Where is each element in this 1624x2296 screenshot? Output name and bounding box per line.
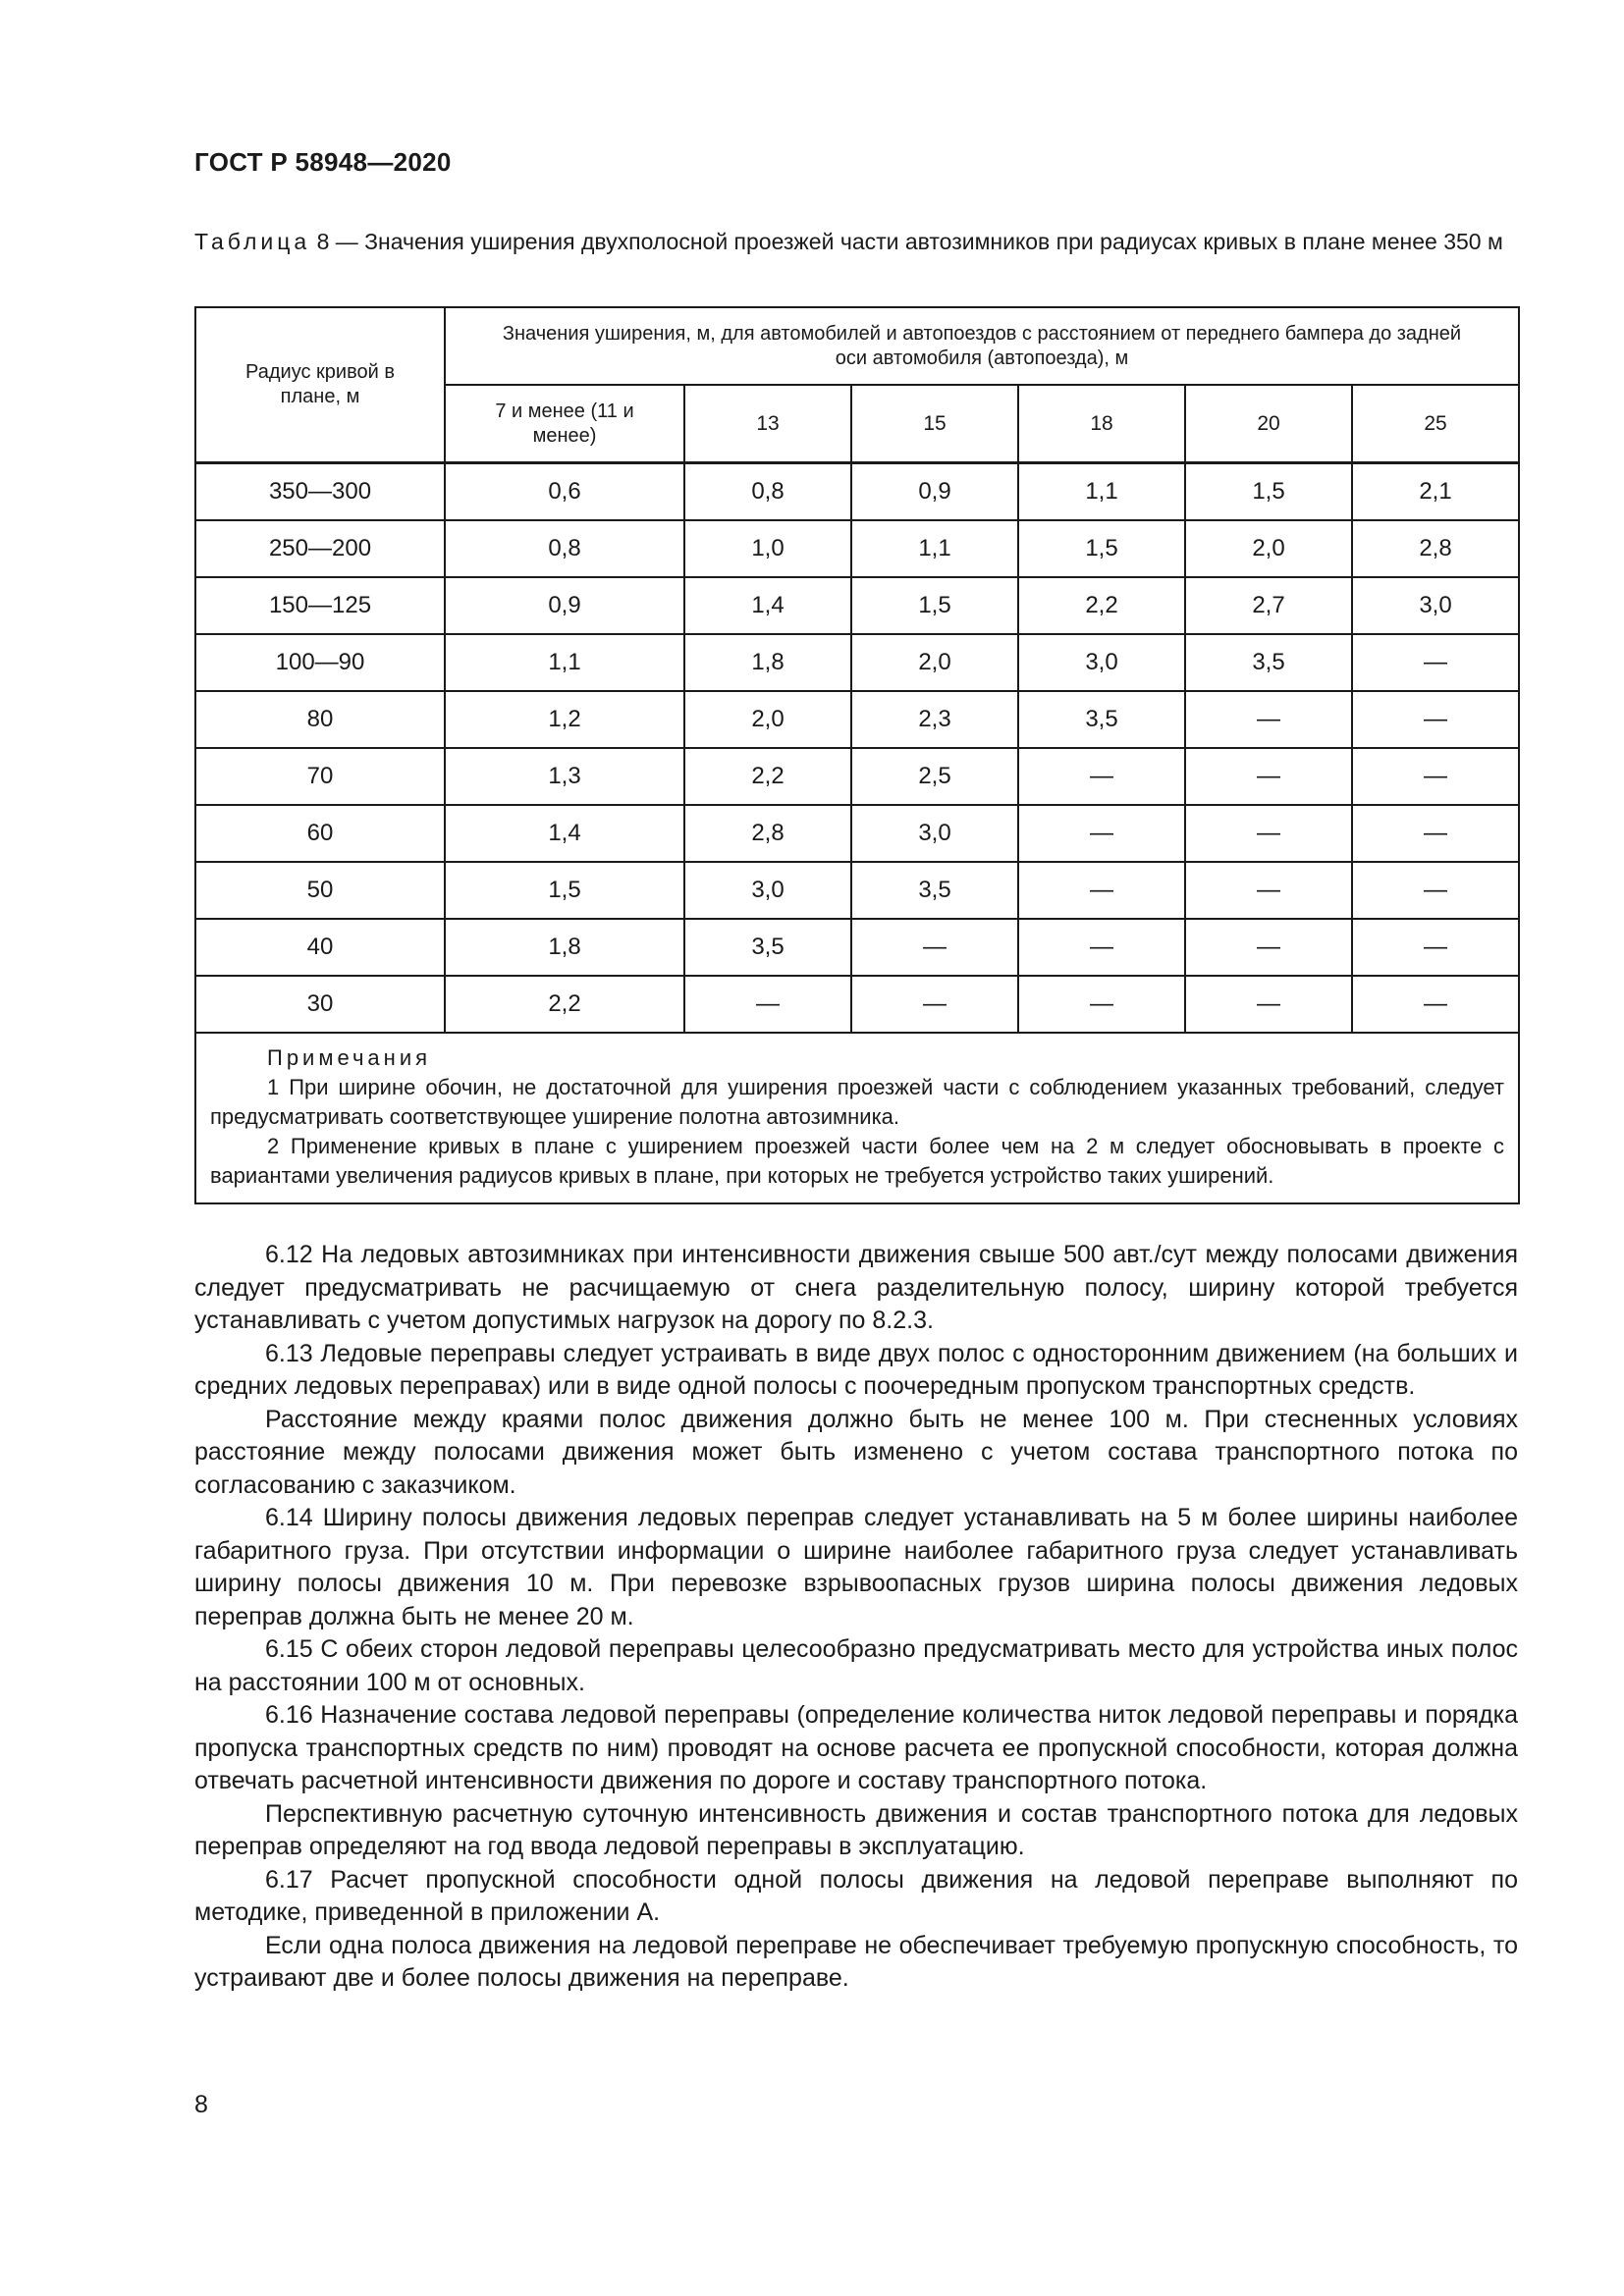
header-radius: Радиус кривой в плане, м bbox=[195, 307, 445, 463]
table-cell: — bbox=[1018, 919, 1185, 976]
table-cell: 150—125 bbox=[195, 577, 445, 634]
table-cell: 0,9 bbox=[445, 577, 684, 634]
table-cell: 2,0 bbox=[1185, 520, 1352, 577]
table-cell: 1,8 bbox=[445, 919, 684, 976]
table-cell: 2,0 bbox=[851, 634, 1018, 691]
paragraph: Перспективную расчетную суточную интенсивность движения и состав транспортного потока для ледовых переправ определяют на год ввода ледовой переправы в эксплуатацию. bbox=[194, 1799, 1518, 1860]
table-cell: 2,7 bbox=[1185, 577, 1352, 634]
table-caption-label: Таблица bbox=[194, 229, 311, 254]
table-cell: 50 bbox=[195, 862, 445, 919]
table-cell: — bbox=[1185, 805, 1352, 862]
table-caption bbox=[194, 226, 1518, 257]
table-cell: — bbox=[1185, 691, 1352, 748]
widening-table bbox=[194, 306, 1520, 1204]
header-subcol: 18 bbox=[1018, 385, 1185, 463]
table-cell: — bbox=[1352, 862, 1519, 919]
table-cell: — bbox=[1185, 919, 1352, 976]
table-row bbox=[195, 691, 1519, 748]
table-caption-text: 8 — Значения уширения двухполосной проезжей части автозимников при радиусах кривых в плане менее 350 м bbox=[316, 229, 1503, 254]
table-row bbox=[195, 919, 1519, 976]
table-cell: — bbox=[1018, 976, 1185, 1033]
table-cell: 1,2 bbox=[445, 691, 684, 748]
table-row bbox=[195, 520, 1519, 577]
note-item: 1 При ширине обочин, не достаточной для уширения проезжей части с соблюдением указанных требований, следует предусматривать соответствующее уширение полотна автозимника. bbox=[210, 1075, 1504, 1129]
table-cell: — bbox=[1185, 976, 1352, 1033]
table-row bbox=[195, 463, 1519, 521]
notes-title: Примечания bbox=[267, 1045, 432, 1070]
table-cell: 1,5 bbox=[1185, 463, 1352, 521]
table-cell: — bbox=[684, 976, 851, 1033]
table-cell: 0,8 bbox=[684, 463, 851, 521]
header-widening-group: Значения уширения, м, для автомобилей и автопоездов с расстоянием от переднего бампера до задней оси автомобиля (автопоезда), м bbox=[445, 307, 1519, 385]
table-cell: 2,0 bbox=[684, 691, 851, 748]
paragraph: 6.13 Ледовые переправы следует устраивать в виде двух полос с односторонним движением (на больших и средних ледовых переправах) или в виде одной полосы с поочередным пропуском транспортных средств. bbox=[194, 1339, 1518, 1400]
header-subcol: 20 bbox=[1185, 385, 1352, 463]
table-cell: 2,2 bbox=[445, 976, 684, 1033]
table-cell: — bbox=[1018, 748, 1185, 805]
table-cell: — bbox=[1185, 862, 1352, 919]
table-cell: 1,5 bbox=[1018, 520, 1185, 577]
table-cell: — bbox=[1352, 634, 1519, 691]
table-cell: 0,8 bbox=[445, 520, 684, 577]
table-cell: 350—300 bbox=[195, 463, 445, 521]
table-cell: 1,1 bbox=[445, 634, 684, 691]
table-cell: 3,0 bbox=[1018, 634, 1185, 691]
table-cell: 0,6 bbox=[445, 463, 684, 521]
table-cell: — bbox=[1352, 976, 1519, 1033]
table-cell: 2,8 bbox=[1352, 520, 1519, 577]
table-body bbox=[195, 463, 1519, 1204]
table-row bbox=[195, 805, 1519, 862]
table-cell: 2,2 bbox=[1018, 577, 1185, 634]
table-cell: — bbox=[1018, 862, 1185, 919]
table-cell: 1,1 bbox=[851, 520, 1018, 577]
table-cell: 3,5 bbox=[684, 919, 851, 976]
table-cell: 70 bbox=[195, 748, 445, 805]
table-cell: — bbox=[851, 976, 1018, 1033]
table-cell: 0,9 bbox=[851, 463, 1018, 521]
table-cell: 1,5 bbox=[851, 577, 1018, 634]
header-subcol: 15 bbox=[851, 385, 1018, 463]
table-row bbox=[195, 748, 1519, 805]
notes-row bbox=[195, 1033, 1519, 1203]
table-cell: 3,5 bbox=[1185, 634, 1352, 691]
table-row bbox=[195, 634, 1519, 691]
notes-cell bbox=[195, 1033, 1519, 1203]
paragraph: 6.14 Ширину полосы движения ледовых переправ следует устанавливать на 5 м более ширины наиболее габаритного груза. При отсутствии информации о ширине наиболее габаритного груза следует устанавливать ширину полосы движения 10 м. При перевозке взрывоопасных грузов ширина полосы движения ледовых переправ должна быть не менее 20 м. bbox=[194, 1504, 1518, 1630]
document-code: ГОСТ Р 58948—2020 bbox=[194, 147, 452, 177]
table-cell: 3,0 bbox=[1352, 577, 1519, 634]
table-cell: 100—90 bbox=[195, 634, 445, 691]
paragraph: 6.12 На ледовых автозимниках при интенсивности движения свыше 500 авт./сут между полосами движения следует предусматривать не расчищаемую от снега разделительную полосу, ширину которой требуется устанавливать с учетом допустимых нагрузок на дорогу по 8.2.3. bbox=[194, 1241, 1518, 1334]
table-cell: 60 bbox=[195, 805, 445, 862]
paragraph: Расстояние между краями полос движения должно быть не менее 100 м. При стесненных условиях расстояние между полосами движения может быть изменено с учетом состава транспортного потока по согласованию с заказчиком. bbox=[194, 1405, 1518, 1499]
table-cell: — bbox=[1185, 748, 1352, 805]
header-subcol: 7 и менее (11 и менее) bbox=[445, 385, 684, 463]
paragraph: 6.15 С обеих сторон ледовой переправы целесообразно предусматривать место для устройства иных полос на расстоянии 100 м от основных. bbox=[194, 1635, 1518, 1696]
table-cell: — bbox=[1352, 805, 1519, 862]
table-cell: 250—200 bbox=[195, 520, 445, 577]
table-cell: 30 bbox=[195, 976, 445, 1033]
table-cell: — bbox=[1352, 691, 1519, 748]
paragraph: Если одна полоса движения на ледовой переправе не обеспечивает требуемую пропускную способность, то устраивают две и более полосы движения на переправе. bbox=[194, 1931, 1518, 1992]
paragraph: 6.16 Назначение состава ледовой переправы (определение количества ниток ледовой переправы и порядка пропуска транспортных средств по ним) проводят на основе расчета ее пропускной способности, которая должна отвечать расчетной интенсивности движения по дороге и составу транспортного потока. bbox=[194, 1701, 1518, 1794]
table-cell: 1,1 bbox=[1018, 463, 1185, 521]
note-item: 2 Применение кривых в плане с уширением проезжей части более чем на 2 м следует обосновывать в проекте с вариантами увеличения радиусов кривых в плане, при которых не требуется устройство таких уширений. bbox=[210, 1134, 1504, 1188]
table-row bbox=[195, 577, 1519, 634]
table-cell: 2,1 bbox=[1352, 463, 1519, 521]
table-row bbox=[195, 862, 1519, 919]
header-subcol: 13 bbox=[684, 385, 851, 463]
table-row bbox=[195, 976, 1519, 1033]
table-cell: 3,0 bbox=[684, 862, 851, 919]
table-cell: — bbox=[1352, 748, 1519, 805]
table-cell: 1,4 bbox=[684, 577, 851, 634]
table-cell: 3,5 bbox=[851, 862, 1018, 919]
table-cell: 1,3 bbox=[445, 748, 684, 805]
table-cell: 2,3 bbox=[851, 691, 1018, 748]
table-cell: 1,8 bbox=[684, 634, 851, 691]
page-number: 8 bbox=[194, 2091, 208, 2118]
table-cell: 2,8 bbox=[684, 805, 851, 862]
table-cell: 1,4 bbox=[445, 805, 684, 862]
table-cell: 1,0 bbox=[684, 520, 851, 577]
header-subcol: 25 bbox=[1352, 385, 1519, 463]
table-cell: 2,5 bbox=[851, 748, 1018, 805]
table-cell: 80 bbox=[195, 691, 445, 748]
table-cell: 2,2 bbox=[684, 748, 851, 805]
table-cell: 1,5 bbox=[445, 862, 684, 919]
table-cell: — bbox=[1352, 919, 1519, 976]
table-cell: — bbox=[851, 919, 1018, 976]
body-text bbox=[194, 1239, 1518, 1996]
table-cell: 40 bbox=[195, 919, 445, 976]
table-cell: — bbox=[1018, 805, 1185, 862]
paragraph: 6.17 Расчет пропускной способности одной полосы движения на ледовой переправе выполняют по методике, приведенной в приложении А. bbox=[194, 1865, 1518, 1926]
table-cell: 3,0 bbox=[851, 805, 1018, 862]
table-cell: 3,5 bbox=[1018, 691, 1185, 748]
